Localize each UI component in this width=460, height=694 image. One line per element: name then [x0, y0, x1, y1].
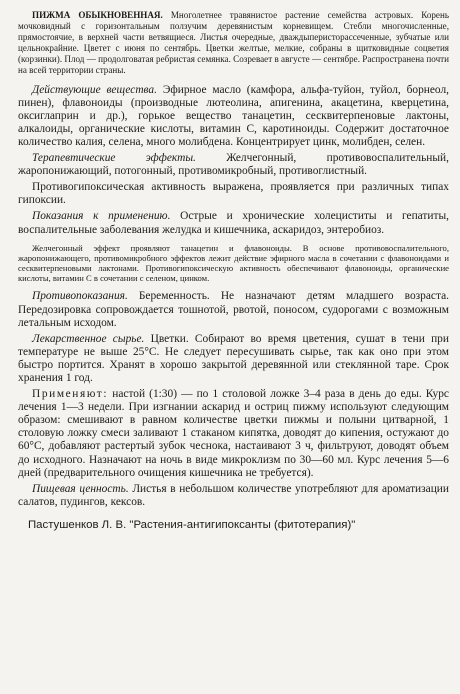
effects-text: Желчегонный, противовоспалительный, жаропонижающий, потогонный, противомикробный, противоглистный.: [18, 152, 449, 178]
substances-paragraph: [18, 84, 449, 149]
usage-paragraph: [18, 388, 449, 480]
effects-heading: Терапевтические эффекты.: [32, 152, 196, 165]
effects-paragraph: [18, 152, 449, 178]
usage-heading: Применяют:: [32, 388, 109, 401]
substances-heading: Действующие вещества.: [32, 83, 157, 96]
indications-paragraph: [18, 210, 449, 236]
indications-text: Острые и хронические холециститы и гепатиты, воспалительные заболевания желудка и кишечника, аскаридоз, энтеробиоз.: [18, 210, 449, 236]
food-value-paragraph: [18, 483, 449, 509]
intro-text: Многолетнее травянистое растение семейства астровых. Корень мочковидный с горизонтальным ползучим деревянистым корневищем. Стебли многочисленные, прямостоячие, в верхней части ветвящиеся. Листья очередные, дваждыперисторассеченные, зубчатые или цельнокрайние. Цветет с июня по сентябрь. Цветки желтые, мелкие, собраны в щитковидные соцветия (корзинки). Плод — продолговатая ребристая семянка. Созревает в августе — сентябре. Распространена почти на всей территории страны.: [18, 10, 449, 76]
raw-material-paragraph: [18, 333, 449, 385]
food-value-heading: Пищевая ценность.: [32, 482, 129, 495]
usage-text: настой (1:30) — по 1 столовой ложке 3–4 раза в день до еды. Курс лечения 1—3 недели. При изгнании аскарид и остриц пижму используют следующим образом: смешивают в равном количестве цветки пижмы и полыни цитварной, 1 столовую ложку смеси заливают 1 стаканом кипятка, доводят до кипения, остужают до 60°С, добавляют растертый зубок чеснока, настаивают 3 ч, фильтруют, доводят объем до исходного. Назначают на ночь в виде микроклизм по 30—60 мл. Курс лечения 5—6 дней (предварительного очищения кишечника не требуется).: [18, 388, 449, 479]
contraindications-text: Беременность. Не назначают детям младшего возраста. Передозировка сопровождается тошнотой, рвотой, поносом, судорогами с возможным летальным исходом.: [18, 290, 449, 329]
substances-text: Эфирное масло (камфора, альфа-туйон, туйол, борнеол, пинен), флавоноиды (производные лютеолина, апигенина, акацетина, кверцетина, оксиглаприн и др.), горькое вещество танацетин, сесквитерпеновые лактоны, алкалоиды, органические кислоты, витамин С, каротиноиды. Содержит достаточное количество калия, селена, много молибдена. Концентрирует цинк, молибден, селен.: [18, 83, 449, 148]
raw-material-text: Цветки. Собирают во время цветения, сушат в тени при температуре не выше 25°С. Не следует пересушивать сырье, так как оно при этом быстро портится. Хранят в хорошо закрытой деревянной или стеклянной таре. Срок хранения 1 год.: [18, 332, 449, 384]
mechanism-note: Желчегонный эффект проявляют танацетин и флавоноиды. В основе противовоспалительного, жаропонижающего, противомикробного эффектов лежит действие эфирного масла в сочетании с флавоноидами и сесквитерпеновыми лактонами. Противогипоксическую активность обеспечивают флавоноиды, органические кислоты, витамин С в сочетании с селеном, цинком.: [18, 242, 449, 284]
antihypoxic-paragraph: Противогипоксическая активность выражена, проявляется при различных типах гипоксии.: [18, 181, 449, 207]
contraindications-paragraph: [18, 290, 449, 329]
intro-paragraph: [18, 10, 449, 77]
raw-material-heading: Лекарственное сырье.: [32, 332, 145, 345]
food-value-text: Листья в небольшом количестве употребляют для ароматизации салатов, пудингов, кексов.: [18, 482, 449, 508]
source-citation: Пастушенков Л. В. "Растения-антигипоксанты (фитотерапия)": [28, 518, 356, 531]
contraindications-heading: Противопоказания.: [32, 290, 128, 303]
plant-title: ПИЖМА ОБЫКНОВЕННАЯ.: [32, 10, 163, 20]
indications-heading: Показания к применению.: [32, 210, 171, 223]
